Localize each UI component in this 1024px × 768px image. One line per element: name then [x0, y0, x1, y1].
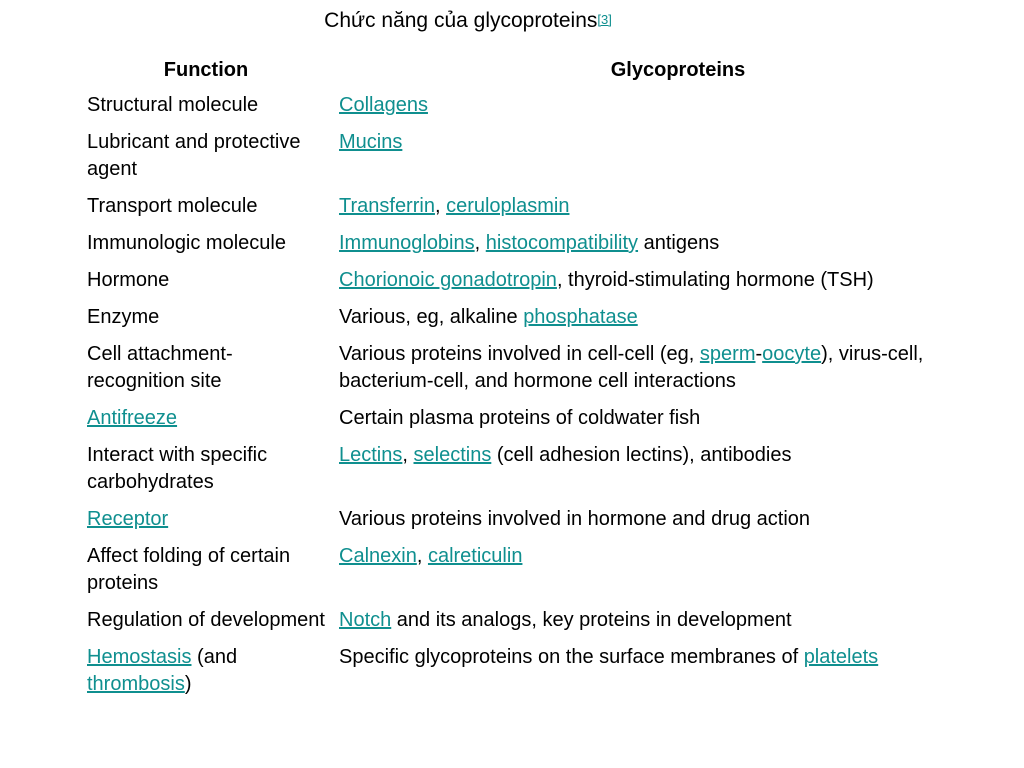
cell-text: Hormone [87, 269, 170, 291]
cell-text: Transport molecule [87, 195, 258, 217]
glycoproteins-cell [332, 440, 1024, 504]
glycoproteins-cell [332, 541, 1024, 605]
glossary-link[interactable]: oocyte [762, 343, 822, 365]
cell-text: Regulation of development [87, 609, 325, 631]
table-row [80, 191, 1024, 228]
glossary-link[interactable]: histocompatibility [485, 232, 639, 254]
function-cell [80, 403, 332, 440]
glycoprotein-functions-table [80, 55, 1024, 706]
glycoproteins-cell [332, 403, 1024, 440]
glossary-link[interactable]: platelets [803, 646, 879, 668]
cell-text: Interact with specific carbohydrates [87, 444, 268, 493]
glossary-link[interactable]: Calnexin [339, 545, 417, 567]
function-cell [80, 504, 332, 541]
reference-link[interactable]: [3] [597, 12, 612, 27]
table-row [80, 90, 1024, 127]
table-header-row [80, 55, 1024, 90]
glycoproteins-cell [332, 127, 1024, 191]
cell-text: , [416, 545, 428, 567]
cell-text: Enzyme [87, 306, 160, 328]
cell-text: (cell adhesion lectins), antibodies [491, 444, 792, 466]
function-cell [80, 265, 332, 302]
glycoproteins-cell [332, 642, 1024, 706]
function-cell [80, 90, 332, 127]
glycoproteins-cell [332, 90, 1024, 127]
glossary-link[interactable]: Immunoglobins [339, 232, 475, 254]
table-row [80, 339, 1024, 403]
function-cell [80, 440, 332, 504]
function-cell [80, 605, 332, 642]
table-row [80, 504, 1024, 541]
table-row [80, 541, 1024, 605]
glycoproteins-column-header: Glycoproteins [610, 59, 746, 81]
table-row [80, 440, 1024, 504]
cell-text: Specific glycoproteins on the surface membranes of [339, 646, 804, 668]
cell-text: and its analogs, key proteins in development [391, 609, 792, 631]
cell-text: , [434, 195, 447, 217]
glossary-link[interactable]: calreticulin [427, 545, 523, 567]
table-row [80, 265, 1024, 302]
cell-text: , [402, 444, 414, 466]
cell-text: - [755, 343, 763, 365]
table-row [80, 302, 1024, 339]
glycoproteins-cell [332, 605, 1024, 642]
table-row [80, 403, 1024, 440]
cell-text: , [474, 232, 486, 254]
title-text: Chức năng của glycoproteins [324, 9, 598, 32]
cell-text: Cell attachment-recognition site [87, 343, 233, 392]
function-cell [80, 339, 332, 403]
cell-text: Immunologic molecule [87, 232, 286, 254]
cell-text: ), virus-cell, bacterium-cell, and hormone cell interactions [339, 343, 924, 392]
glossary-link[interactable]: Transferrin [339, 195, 435, 217]
cell-text: ) [184, 673, 192, 695]
cell-text: (and [191, 646, 238, 668]
table-row [80, 228, 1024, 265]
glycoproteins-cell [332, 191, 1024, 228]
function-cell [80, 642, 332, 706]
cell-text: Lubricant and protective agent [87, 131, 301, 180]
function-cell [80, 127, 332, 191]
cell-text: Various proteins involved in cell-cell (eg, [339, 343, 700, 365]
glossary-link[interactable]: Collagens [339, 94, 428, 116]
glycoproteins-cell [332, 504, 1024, 541]
glossary-link[interactable]: Receptor [87, 508, 169, 530]
cell-text: Structural molecule [87, 94, 259, 116]
glossary-link[interactable]: sperm [699, 343, 756, 365]
glossary-link[interactable]: Antifreeze [87, 407, 178, 429]
glossary-link[interactable]: selectins [413, 444, 492, 466]
glossary-link[interactable]: Mucins [339, 131, 403, 153]
function-cell [80, 228, 332, 265]
glycoproteins-cell [332, 339, 1024, 403]
cell-text: Various proteins involved in hormone and drug action [339, 508, 811, 530]
table-row [80, 642, 1024, 706]
glossary-link[interactable]: phosphatase [523, 306, 638, 328]
page-title [0, 8, 936, 34]
glossary-link[interactable]: Lectins [339, 444, 403, 466]
table-row [80, 605, 1024, 642]
glossary-link[interactable]: thrombosis [87, 673, 185, 695]
glossary-link[interactable]: ceruloplasmin [446, 195, 570, 217]
cell-text: Certain plasma proteins of coldwater fish [339, 407, 701, 429]
glossary-link[interactable]: Notch [339, 609, 392, 631]
cell-text: Affect folding of certain proteins [87, 545, 291, 594]
glossary-link[interactable]: Hemostasis [87, 646, 192, 668]
cell-text: , thyroid-stimulating hormone (TSH) [556, 269, 874, 291]
function-column-header: Function [163, 59, 249, 81]
glycoproteins-cell [332, 302, 1024, 339]
glossary-link[interactable]: Chorionoic gonadotropin [339, 269, 557, 291]
glycoproteins-cell [332, 228, 1024, 265]
cell-text: Various, eg, alkaline [339, 306, 524, 328]
function-cell [80, 541, 332, 605]
function-cell [80, 191, 332, 228]
function-cell [80, 302, 332, 339]
cell-text: antigens [638, 232, 720, 254]
table-row [80, 127, 1024, 191]
glycoproteins-cell [332, 265, 1024, 302]
